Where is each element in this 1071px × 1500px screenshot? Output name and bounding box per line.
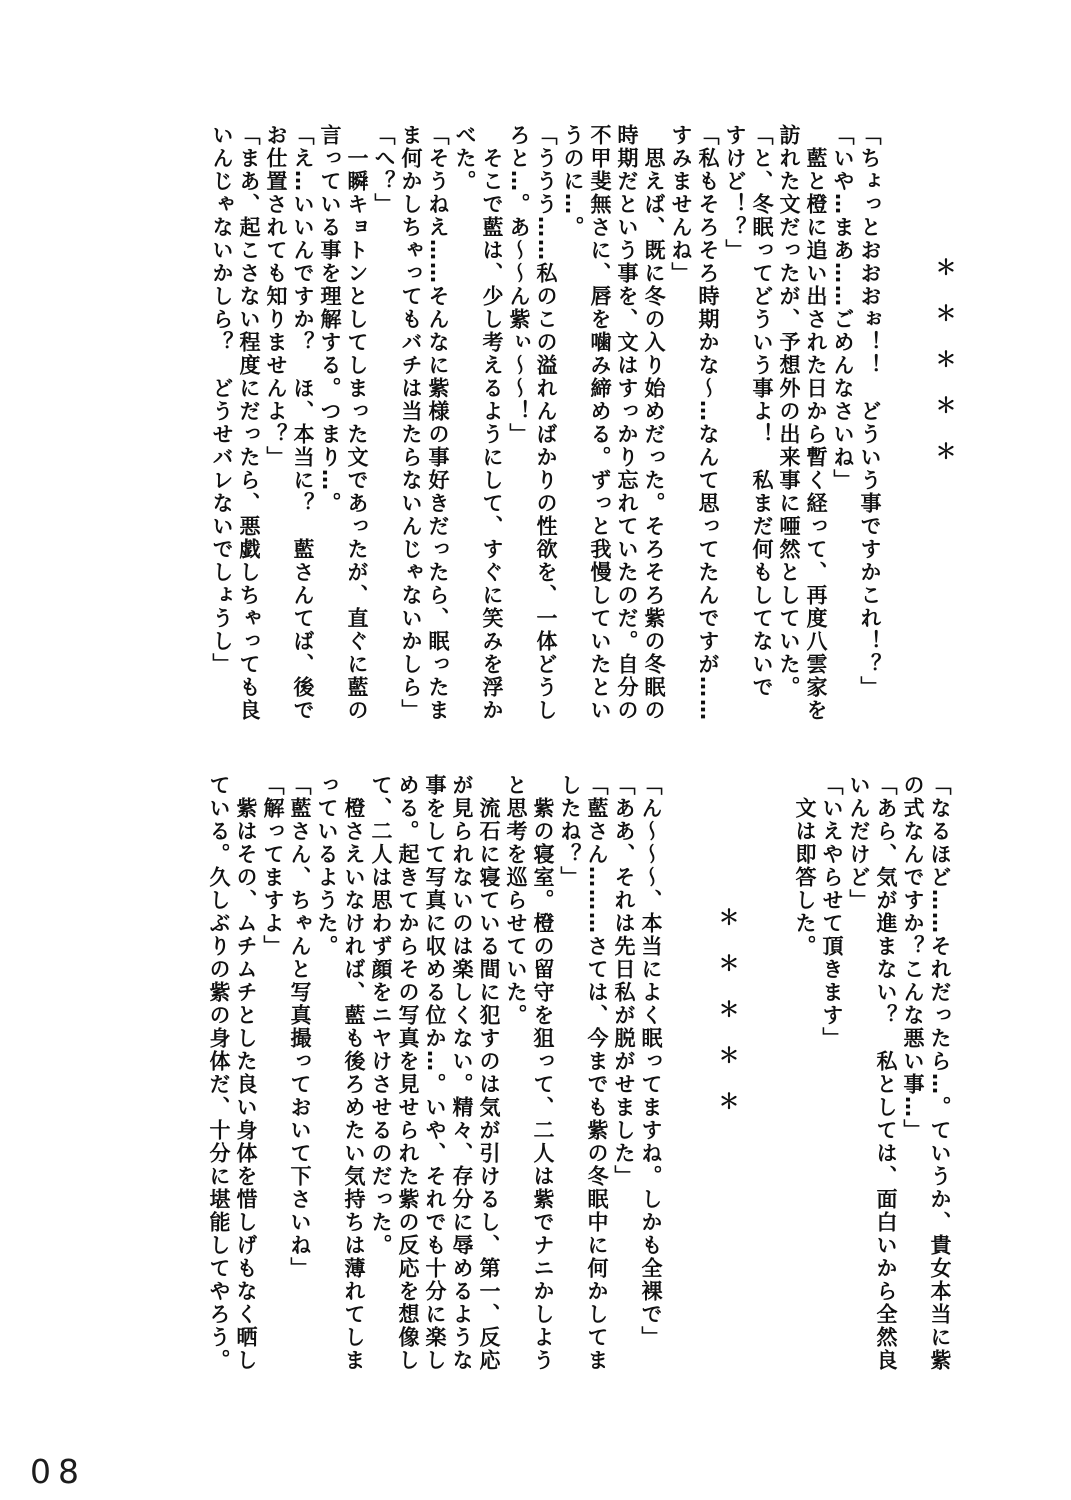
text-column: すみませんね」 xyxy=(669,124,693,285)
text-column: 「私もそろそろ時期かな～…なんて思ってたんですが…… xyxy=(696,124,720,722)
text-column: べた。 xyxy=(453,124,477,193)
text-column: の式なんですか？こんな悪い事…」 xyxy=(901,774,925,1142)
text-column: 文は即答した。 xyxy=(793,797,817,958)
text-column: 「まあ、起こさない程度にだったら、悪戯しちゃっても良 xyxy=(237,124,261,722)
text-column: 「え…いいんですか？ ほ、本当に？ 藍さんてば、後で xyxy=(291,124,315,722)
text-column: 紫の寝室。橙の留守を狙って、二人は紫でナニかしよう xyxy=(531,797,555,1372)
text-column: すけど！？」 xyxy=(723,124,747,262)
text-column: 「そうねえ……そんなに紫様の事好きだったら、眠ったま xyxy=(426,124,450,722)
text-column: いんだけど」 xyxy=(847,774,871,912)
text-column: 不甲斐無さに、唇を噛み締める。ずっと我慢していたとい xyxy=(588,124,612,722)
page-number: 08 xyxy=(30,1452,86,1491)
text-column: 一瞬キョトンとしてしまった文であったが、直ぐに藍の xyxy=(345,147,369,722)
text-column: 「なるほど……それだったら…。ていうか、貴女本当に紫 xyxy=(928,774,952,1372)
text-column: ている。久しぶりの紫の身体だ、十分に堪能してやろう。 xyxy=(207,774,231,1372)
text-column: したね？」 xyxy=(558,774,582,889)
text-column: 紫はその、ムチムチとした良い身体を惜しげもなく晒し xyxy=(234,797,258,1372)
text-column: 「ん～～～、本当によく眠ってますね。しかも全裸で」 xyxy=(639,774,663,1349)
text-column: うのに…。 xyxy=(561,124,585,239)
text-column: っているようた。 xyxy=(315,774,339,958)
text-column: 思えば、既に冬の入り始めだった。そろそろ紫の冬眠の xyxy=(642,147,666,722)
text-column: て、二人は思わず顔をニヤけさせるのだった。 xyxy=(369,774,393,1257)
text-column: める。起きてからその写真を見せられた紫の反応を想像し xyxy=(396,774,420,1372)
text-column: 「藍さん………さては、今までも紫の冬眠中に何かしてま xyxy=(585,774,609,1372)
text-column: 事をして写真に収める位か…。いや、それでも十分に楽し xyxy=(423,774,447,1372)
text-column: 流石に寝ている間に犯すのは気が引けるし、第一、反応 xyxy=(477,797,501,1372)
text-column: 「ああ、それは先日私が脱がせました」 xyxy=(612,774,636,1188)
text-column: そこで藍は、少し考えるようにして、すぐに笑みを浮か xyxy=(480,147,504,722)
bottom-text-section xyxy=(205,774,953,1424)
text-column: 「と、冬眠ってどういう事よ！ 私まだ何もしてないで xyxy=(750,124,774,699)
top-text-section xyxy=(208,124,958,769)
text-column: 「ううう……私のこの溢れんばかりの性欲を、一体どうし xyxy=(534,124,558,722)
text-column: 「ちょっとおおおぉ！！ どういう事ですかこれ！？」 xyxy=(858,124,882,699)
text-column: 藍と橙に追い出された日から暫く経って、再度八雲家を xyxy=(804,147,828,722)
text-column: と思考を巡らせていた。 xyxy=(504,774,528,1027)
text-column: ま何かしちゃってもバチは当たらないんじゃないかしら」 xyxy=(399,124,423,722)
text-column: 橙さえいなければ、藍も後ろめたい気持ちは薄れてしま xyxy=(342,797,366,1372)
text-column: が見られないのは楽しくない。精々、存分に辱めるような xyxy=(450,774,474,1372)
text-column: 言っている事を理解する。つまり…。 xyxy=(318,124,342,515)
text-column: 「へ？」 xyxy=(372,124,396,216)
text-column: いんじゃないかしら？ どうせバレないでしょうし」 xyxy=(210,124,234,676)
scene-separator: ＊ ＊ ＊ ＊ ＊ xyxy=(716,906,740,1113)
scene-separator: ＊ ＊ ＊ ＊ ＊ xyxy=(933,256,957,463)
text-column: ろと…。あ～～ん紫ぃ～～！」 xyxy=(507,124,531,446)
text-column: 時期だという事を、文はすっかり忘れていたのだ。自分の xyxy=(615,124,639,722)
text-column: 訪れた文だったが、予想外の出来事に唖然としていた。 xyxy=(777,124,801,699)
text-column: 「いえやらせて頂きます」 xyxy=(820,774,844,1050)
text-column: お仕置されても知りませんよ？」 xyxy=(264,124,288,469)
text-column: 「いや…まあ……ごめんなさいね」 xyxy=(831,124,855,492)
text-column: 「解ってますよ」 xyxy=(261,774,285,958)
text-column: 「あら、気が進まない？ 私としては、面白いから全然良 xyxy=(874,774,898,1372)
text-column: 「藍さん、ちゃんと写真撮っておいて下さいね」 xyxy=(288,774,312,1280)
